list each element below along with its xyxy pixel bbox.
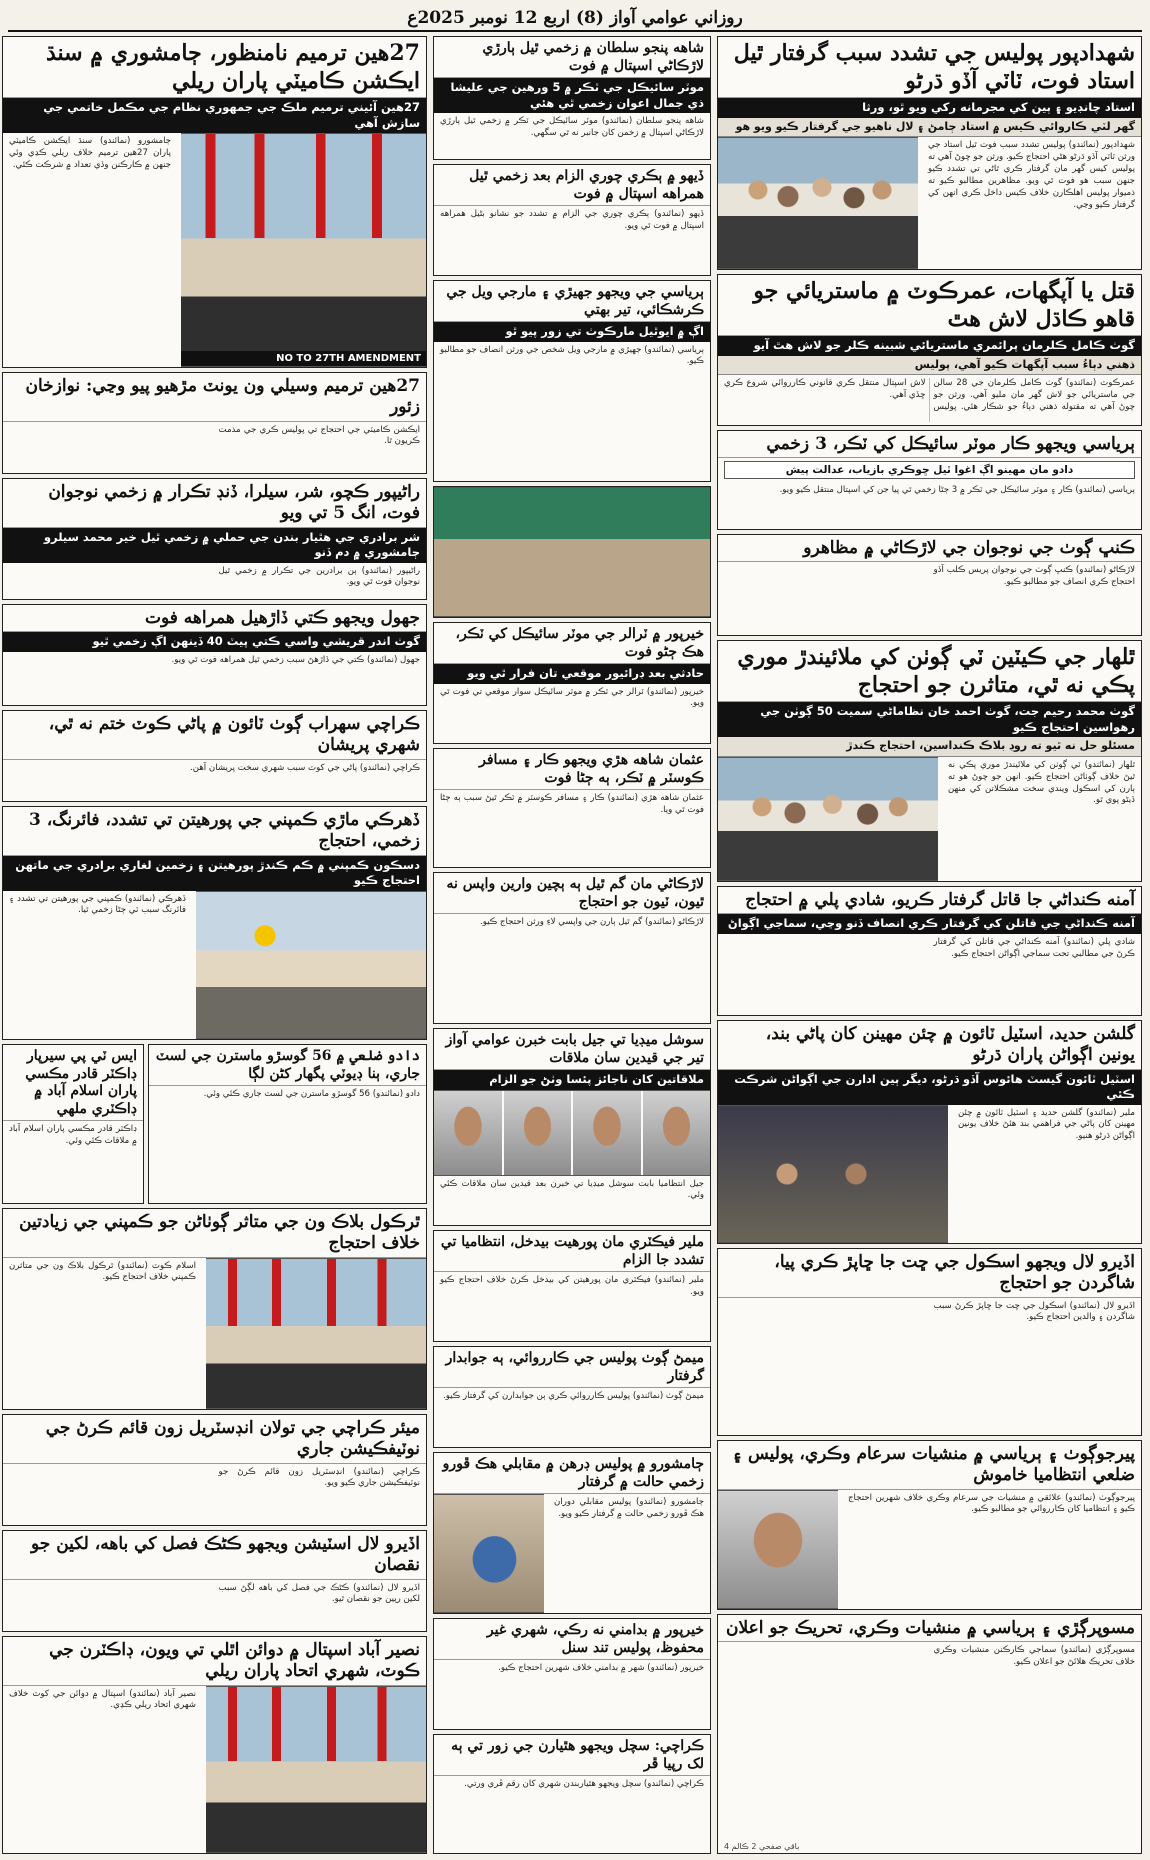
- subheadline: مسئلو حل نه ٿيو ته روڊ بلاڪ ڪنداسين، احتجاج ڪندڙ: [718, 737, 1141, 757]
- protest-photo: [718, 137, 918, 269]
- subheadline: موٽر سائيڪل جي ٽڪر ۾ 5 ورهين جي عليشا ذي جمال اعوان زخمي ٿي هئي: [434, 78, 710, 113]
- headline: ڏيهو ۾ ٻڪري چوري الزام بعد زخمي ٿيل همراهه اسپتال ۾ فوت: [434, 165, 710, 206]
- story-body: ڏيهو (نمائندو) ٻڪري چوري جي الزام ۾ تشدد جو نشانو بڻيل همراهه اسپتال ۾ فوت ٿي ويو.: [440, 209, 704, 231]
- subheadline: گوٺ ڪامل ڪلرمان پرائمري ماستريائي شبينه ڪلر جو لاش هٿ آيو: [718, 336, 1141, 356]
- subheadline: ملاقاتين کان ناجائز پئسا وٺڻ جو الزام: [434, 1070, 710, 1090]
- story-body: ڪراچي (نمائندو) سچل ويجهو هٿياربندن شهري کان رقم ڦري ورتي.: [464, 1779, 704, 1789]
- suspect-photo: [434, 1494, 544, 1613]
- story-photo-wall: [433, 486, 711, 618]
- story-gulshan-hadeed: [717, 1020, 1142, 1244]
- protest-photo: [206, 1258, 426, 1410]
- story-body: ٻرياسي (نمائندو) جهيڙي ۾ مارجي ويل شخص جي ورثن انصاف جو مطالبو ڪيو.: [440, 344, 704, 367]
- story-shahdadpur: [717, 36, 1142, 270]
- story-malir-factory: [433, 1230, 711, 1342]
- story-masu-bhurgri: [717, 1614, 1142, 1854]
- story-jhol: [2, 604, 427, 706]
- face-photo: [573, 1091, 641, 1175]
- story-karachi-robbery: [433, 1734, 711, 1854]
- news-photo: [434, 487, 710, 617]
- headline: ٿلهار جي ڪيٽين ٽي ڳوٺن کي ملائيندڙ موري پڪي نه ٿي، متاثرن جو احتجاج: [718, 641, 1141, 702]
- subheadline: آمنه ڪنداڻي جي قاتلن کي گرفتار ڪري انصاف ڏنو وڃي، سماجي اڳواڻ: [718, 914, 1141, 934]
- row-dadu-stp: [2, 1044, 427, 1204]
- headline: شاهه پنجو سلطان ۾ زخمي ٿيل ٻارڙي لاڙڪاڻي اسپتال ۾ فوت: [434, 37, 710, 78]
- story-body: شهدادپور (نمائندو) پوليس تشدد سبب فوت ٿيل استاد جي ورثن ٽاٽي آڏو ڌرڻو هڻي احتجاج ڪيو. ورثن جو چوڻ آهي ته پوليس کيس گهر مان گرفتار ڪري ٿاڻي تي تشدد ڪيو جنهن سبب هو فوت ٿي ويو. مظاهرين مطالبو ڪيو ته ذميوار پوليس اهلڪارن خلاف ڪيس داخل ڪري انهن کي گرفتار ڪيو وڃي.: [928, 140, 1135, 210]
- story-larkana-missing: [433, 872, 711, 1024]
- headline: مسوپرڳڙي ۽ ٻرياسي ۾ منشيات وڪري، تحريڪ جو اعلان: [718, 1615, 1141, 1642]
- sit-in-photo: [718, 1105, 948, 1243]
- story-usman-shah: [433, 748, 711, 868]
- story-body: لاڙڪاڻو (نمائندو) گم ٿيل ٻارن جي واپسي لاءِ ورثن احتجاج ڪيو.: [479, 917, 704, 927]
- story-body: ڪراچي (نمائندو) پاڻي جي کوٽ سبب شهري سخت پريشان آهن.: [189, 762, 420, 773]
- story-dadu-teachers: [148, 1044, 427, 1204]
- story-memon-goth: [433, 1346, 711, 1448]
- headline: جهول ويجهو ڪتي ڏاڙهيل همراهه فوت: [3, 605, 426, 632]
- headline: شهدادپور پوليس جي تشدد سبب گرفتار ٿيل استاد فوت، ٽاٽي آڏو ڌرڻو: [718, 37, 1141, 98]
- headline: نصير آباد اسپتال ۾ دوائن اٿلي تي ويون، ڊاڪٽرن جي ڪوٽ، شهري اتحاد پاران ريلي: [3, 1637, 426, 1686]
- subheadline: حادثي بعد ڊرائيور موقعي تان فرار ٿي ويو: [434, 664, 710, 684]
- story-bariyasi-clash: [433, 280, 711, 482]
- story-mayor-karachi: [2, 1414, 427, 1526]
- subheadline: اسٽيل ٽائون گيسٽ هائوس آڏو ڌرڻو، ديگر ٻين ادارن جي اڳواڻن شرڪت ڪئي: [718, 1070, 1141, 1105]
- story-kanbh: [717, 534, 1142, 636]
- story-thar-coal: [2, 1208, 427, 1410]
- story-body: نصير آباد (نمائندو) اسپتال ۾ دوائن جي کوٽ خلاف شهري اتحاد ريلي ڪڍي.: [9, 1688, 196, 1711]
- evidence-photo: [718, 1490, 838, 1610]
- prisoners-photos: [434, 1090, 710, 1176]
- story-body: عمرڪوٽ (نمائندو) گوٺ ڪامل ڪلرمان جي 28 سالن جي ماستريائي جو لاش گهر مان مليو آهي. ورثن جو چوڻ آهي ته مقتوله ذهني دٻاءُ جو شڪار هئي. پوليس لاش اسپتال منتقل ڪري قانوني ڪارروائي شروع ڪري ڇڏي آهي.: [724, 378, 1135, 413]
- headline: اڏيرو لال ويجهو اسڪول جي ڇت جا ڇاپڙ ڪري پيا، شاگردن جو احتجاج: [718, 1249, 1141, 1298]
- subheadline: گوٺ محمد رحيم جت، گوٺ احمد خان نظاماڻي سميت 50 ڳوٺن جي رهواسين احتجاج ڪيو: [718, 702, 1141, 737]
- masthead: روزاني عوامي آواز (8) اربع 12 نومبر 2025ع: [8, 6, 1142, 32]
- face-photo: [434, 1091, 502, 1175]
- story-body: جهول (نمائندو) ڪتي جي ڏاڙهڻ سبب زخمي ٿيل همراهه فوت ٿي ويو.: [171, 654, 420, 665]
- story-stp-doctor: [2, 1044, 144, 1204]
- story-body: ملير (نمائندو) فيڪٽري مان پورهيتن کي بيدخل ڪرڻ خلاف احتجاج ڪيو ويو.: [440, 1275, 704, 1297]
- story-body: پيرجوڳوٺ (نمائندو) علائقي ۾ منشيات جي سرعام وڪري خلاف شهرين احتجاج ڪيو ۽ انتظاميا کان ڪارروائي جو مطالبو ڪيو.: [848, 1492, 1135, 1515]
- story-sohrab-goth: [2, 710, 427, 802]
- headline: اڏيرو لال اسٽيشن ويجهو ڪڻڪ فصل کي باهه، لکين جو نقصان: [3, 1531, 426, 1580]
- story-bariyasi-accident: [717, 430, 1142, 530]
- story-body: ٻرياسي (نمائندو) ڪار ۽ موٽر سائيڪل جي ٽڪر ۾ 3 ڄڻا زخمي ٿي پيا جن کي اسپتال منتقل ڪيو ويو.: [779, 485, 1135, 496]
- subheadline: ذهني دٻاءُ سبب آپگهات ڪيو آهي، پوليس: [718, 356, 1141, 376]
- middle-column: [433, 36, 711, 1854]
- headline: سوشل ميڊيا تي جيل بابت خبرن عوامي آواز تير جي قيدين سان ملاقات: [434, 1029, 710, 1070]
- headline: گلشن حديد، اسٽيل ٽائون ۾ چئن مهينن کان پاڻي بند، يونين اڳواڻن پاران ڌرڻو: [718, 1021, 1141, 1070]
- subheadline: شر برادري جي هٿيار بندن جي حملي ۾ زخمي ٿيل خير محمد سيلرو ڄامشوري ۾ دم ڏنو: [3, 528, 426, 563]
- story-body: ڪراچي (نمائندو) انڊسٽريل زون قائم ڪرڻ جو نوٽيفڪيشن جاري ڪيو ويو.: [218, 1466, 420, 1489]
- story-body: ايڪشن ڪاميٽي جي احتجاج تي پوليس ڪري جي مذمت ڪريون ٿا.: [218, 424, 420, 447]
- story-body: مسوپرڳڙي (نمائندو) سماجي ڪارڪنن منشيات وڪري خلاف تحريڪ هلائڻ جو اعلان ڪيو.: [933, 1645, 1135, 1668]
- story-jail-prisoners: [433, 1028, 711, 1226]
- headline: ٻرياسي ويجهو ڪار موٽر سائيڪل کي ٽڪر، 3 زخمي: [718, 431, 1141, 458]
- headline: دادو ضلعي ۾ 56 گوسڙو ماسترن جي لسٽ جاري، ٻنا ڊيوٽي پگهار کڻن لڳا: [149, 1045, 426, 1086]
- story-pirjo-goth: [717, 1440, 1142, 1610]
- story-body: خيرپور (نمائندو) شهر ۾ بدامني خلاف شهرين احتجاج ڪيو.: [498, 1663, 704, 1673]
- headline: 27هين ترميم نامنظور، ڄامشوري ۾ سنڌ ايڪشن ڪاميٽي پاران ريلي: [3, 37, 426, 98]
- story-body: لاڙڪاڻو (نمائندو) ڪنڀ ڳوٺ جي نوجوان پريس ڪلب آڏو احتجاج ڪري انصاف جو مطالبو ڪيو.: [933, 565, 1135, 588]
- headline: ڪراچي: سچل ويجهو هٿيارن جي زور تي ٻه لک رپيا ڦر: [434, 1735, 710, 1776]
- story-daharki: [2, 806, 427, 1040]
- inset-headline: دادو مان مهينو اڳ اغوا ٿيل ڇوڪري بازياب، عدالت پيش: [724, 461, 1135, 479]
- photo-caption: NO TO 27TH AMENDMENT: [181, 351, 426, 366]
- story-one-unit: [2, 372, 427, 474]
- headline: آمنه ڪنداڻي جا قاتل گرفتار ڪريو، شادي پلي ۾ احتجاج: [718, 887, 1141, 914]
- headline: ڪنڀ ڳوٺ جي نوجوان جي لاڙڪاڻي ۾ مظاهرو: [718, 535, 1141, 562]
- headline: ميمڻ ڳوٺ پوليس جي ڪارروائي، ٻه جوابدار گرفتار: [434, 1347, 710, 1388]
- headline: ايس ٽي پي سيرپار ڊاڪٽر قادر مڪسي پاران اسلام آباد ۾ ڊاڪٽري ملهي: [3, 1045, 143, 1121]
- headline: قتل يا آپگهات، عمرڪوٽ ۾ ماستريائي جو قاهو ڪاڌل لاش هٿ: [718, 275, 1141, 336]
- headline: خيرپور ۾ بدامني نه رڪي، شهري غير محفوظ، پوليس تند سنل: [434, 1619, 710, 1660]
- story-body: دادو (نمائندو) 56 گوسڙو ماسترن جي لسٽ جاري ڪئي وئي.: [203, 1089, 420, 1099]
- subheadline: 27هين آئيني ترميم ملڪ جي جمهوري نظام جي مڪمل خاتمي جي سازش آهي: [3, 98, 426, 133]
- story-body: اڏيرو لال (نمائندو) اسڪول جي ڇت جا ڇاپڙ ڪرڻ سبب شاگردن ۽ والدين احتجاج ڪيو.: [933, 1300, 1135, 1323]
- villagers-photo: [718, 757, 938, 881]
- headline: راڻيپور ڪچو، شر، سيلرا، ڏنڊ تڪرار ۾ زخمي نوجوان فوت، انگ 5 تي ويو: [3, 479, 426, 528]
- story-aderolal-fire: [2, 1530, 427, 1632]
- headline: ٿرڪول بلاڪ ون جي متاثر ڳوٺاڻن جو ڪمپني جي زيادتين خلاف احتجاج: [3, 1209, 426, 1258]
- story-body: ڏهرڪي (نمائندو) ڪمپني جي پورهيتن تي تشدد ۽ فائرنگ سبب ٽي ڄڻا زخمي ٿيا.: [9, 893, 186, 916]
- story-body: ڄامشورو (نمائندو) سنڌ ايڪشن ڪاميٽي پاران 27هين ترميم خلاف ريلي ڪڍي وئي جنهن ۾ ڪارڪنن وڏي تعداد ۾ شرڪت ڪئي.: [9, 136, 171, 170]
- story-nasirabad: [2, 1636, 427, 1854]
- story-jamshoro-rally: [2, 36, 427, 368]
- story-body: راڻيپور (نمائندو) ٻن برادرين جي تڪرار ۾ زخمي ٿيل نوجوان فوت ٿي ويو.: [218, 565, 420, 588]
- story-body: ملير (نمائندو) گلشن حديد ۽ اسٽيل ٽائون ۾ چئن مهينن کان پاڻي جي فراهمي بند هئڻ خلاف يونين اڳواڻن ڌرڻو هنيو.: [958, 1107, 1135, 1142]
- story-body: ميمڻ ڳوٺ (نمائندو) پوليس ڪارروائي ڪري ٻن جوابدارن کي گرفتار ڪيو.: [443, 1391, 704, 1401]
- headline: خيرپور ۾ ٽرالر جي موٽر سائيڪل کي ٽڪر، هڪ ڄڻو فوت: [434, 623, 710, 664]
- story-body: عثمان شاهه هڙي (نمائندو) ڪار ۽ مسافر ڪوسٽر ۾ ٽڪر ٿيڻ سبب ٻه ڄڻا فوت ٿي ويا.: [440, 793, 704, 815]
- headline: ميئر ڪراچي جي تولان انڊسٽريل زون قائم ڪرڻ جي نوٽيفڪيشن جاري: [3, 1415, 426, 1464]
- story-body: شاهه پنجو سلطان (نمائندو) موٽر سائيڪل جي ٽڪر ۾ زخمي ٿيل ٻارڙي لاڙڪاڻي اسپتال ۾ زخمن کان جانبر نه ٿي سگهي.: [440, 116, 704, 138]
- story-jamshoro-encounter: [433, 1452, 711, 1614]
- story-body: شادي پلي (نمائندو) آمنه ڪنداڻي جي قاتلن کي گرفتار ڪرڻ جي مطالبي تحت سماجي اڳواڻن احتجاج ڪيو.: [933, 936, 1135, 959]
- story-shadipali: [717, 886, 1142, 1016]
- headline: 27هين ترميم وسيلي ون يونٽ مڙهيو پيو وڃي: نوازخان زئور: [3, 373, 426, 422]
- right-column: [717, 36, 1142, 1854]
- workers-photo: [196, 891, 426, 1039]
- face-photo: [504, 1091, 572, 1175]
- story-aderolal-school: [717, 1248, 1142, 1436]
- story-thalhar: [717, 640, 1142, 882]
- headline: لاڙڪاڻي مان گم ٿيل ٻه ٻچين وارين واپس نه ٿيون، ٽيون جو احتجاج: [434, 873, 710, 914]
- story-body: جيل انتظاميا بابت سوشل ميڊيا تي خبرن بعد قيدين سان ملاقات ڪئي وئي.: [440, 1178, 704, 1201]
- story-umerkot: [717, 274, 1142, 426]
- story-body: اڏيرو لال (نمائندو) ڪڻڪ جي فصل کي باهه لڳڻ سبب لکين رپين جو نقصان ٿيو.: [218, 1582, 420, 1605]
- rally-photo: [181, 133, 426, 367]
- rally-photo: [206, 1686, 426, 1854]
- story-khairpur-law: [433, 1618, 711, 1730]
- headline: ڏهرڪي ماڙي ڪمپني جي پورهيتن تي تشدد، فائرنگ، 3 زخمي، احتجاج: [3, 807, 426, 856]
- continued-note: باقي صفحي 2 ڪالم 4: [724, 1842, 800, 1851]
- headline: عثمان شاهه هڙي ويجهو ڪار ۽ مسافر ڪوسٽر ۾ ٽڪر، ٻه ڄڻا فوت: [434, 749, 710, 790]
- story-shah-panjo: [433, 36, 711, 160]
- subheadline: دسڪون ڪمپني ۾ ڪم ڪندڙ پورهيتن ۽ زخمين لغاري برادري جي ماتهن احتجاج ڪيو: [3, 856, 426, 891]
- story-body: ڄامشورو (نمائندو) پوليس مقابلي دوران هڪ ڦورو زخمي حالت ۾ گرفتار ڪيو ويو.: [554, 1497, 704, 1519]
- headline: ملير فيڪٽري مان پورهيت بيدخل، انتظاميا تي تشدد جا الزام: [434, 1231, 710, 1272]
- story-dehu: [433, 164, 711, 276]
- story-body: اسلام ڪوٽ (نمائندو) ٿرڪول بلاڪ ون جي متاثرن ڪمپني خلاف احتجاج ڪيو.: [9, 1260, 196, 1283]
- left-column: [2, 36, 427, 1854]
- story-body: ڊاڪٽر قادر مڪسي پاران اسلام آباد ۾ ملاقات ڪئي وئي.: [9, 1124, 137, 1146]
- subheadline: گوٺ اندر قريشي واسي ڪتي پيٽ 40 ڏينهن اڳ زخمي ٿيو: [3, 632, 426, 652]
- headline: ٻرياسي جي ويجهو جهيڙي ۽ مارجي ويل جي ڪرشڪائي، تير بهتي: [434, 281, 710, 322]
- story-body: ٿلهار (نمائندو) ٽي ڳوٺن کي ملائيندڙ موري پڪي نه ٿيڻ خلاف ڳوٺاڻن احتجاج ڪيو. انهن جو چوڻ هو ته ٻارن کي اسڪول ويندي سخت مشڪلاتن کي منهن ڏيڻو پوي ٿو.: [948, 759, 1135, 806]
- headline: ڄامشورو ۾ پوليس ڊرهن ۾ مقابلي هڪ ڦورو زخمي حالت ۾ گرفتار: [434, 1453, 710, 1494]
- story-ranipur: [2, 478, 427, 600]
- headline: ڪراچي سهراب ڳوٺ ٽائون ۾ پاڻي ڪوٽ ختم نه ٿي، شهري پريشان: [3, 711, 426, 760]
- subheadline: استاد چانڊيو ۽ ٻين کي مجرمانه رکي ويو ٿو، ورثا: [718, 98, 1141, 118]
- headline: پيرجوڳوٺ ۽ ٻرياسي ۾ منشيات سرعام وڪري، پوليس ۽ ضلعي انتظاميا خاموش: [718, 1441, 1141, 1490]
- subheadline: گهر لٽي ڪاروائي ڪيس ۾ استاد ڄامڻ ۽ لال ناهيو جي گرفتار ڪيو ويو هو: [718, 118, 1141, 138]
- subheadline: اڳ ۾ ايوٿيل مارڪوٺ تي زور پيو ٿو: [434, 322, 710, 342]
- face-photo: [643, 1091, 711, 1175]
- story-body: خيرپور (نمائندو) ٽرالر جي ٽڪر ۾ موٽر سائيڪل سوار موقعي تي فوت ٿي ويو.: [440, 686, 704, 709]
- story-khairpur-trailer: [433, 622, 711, 744]
